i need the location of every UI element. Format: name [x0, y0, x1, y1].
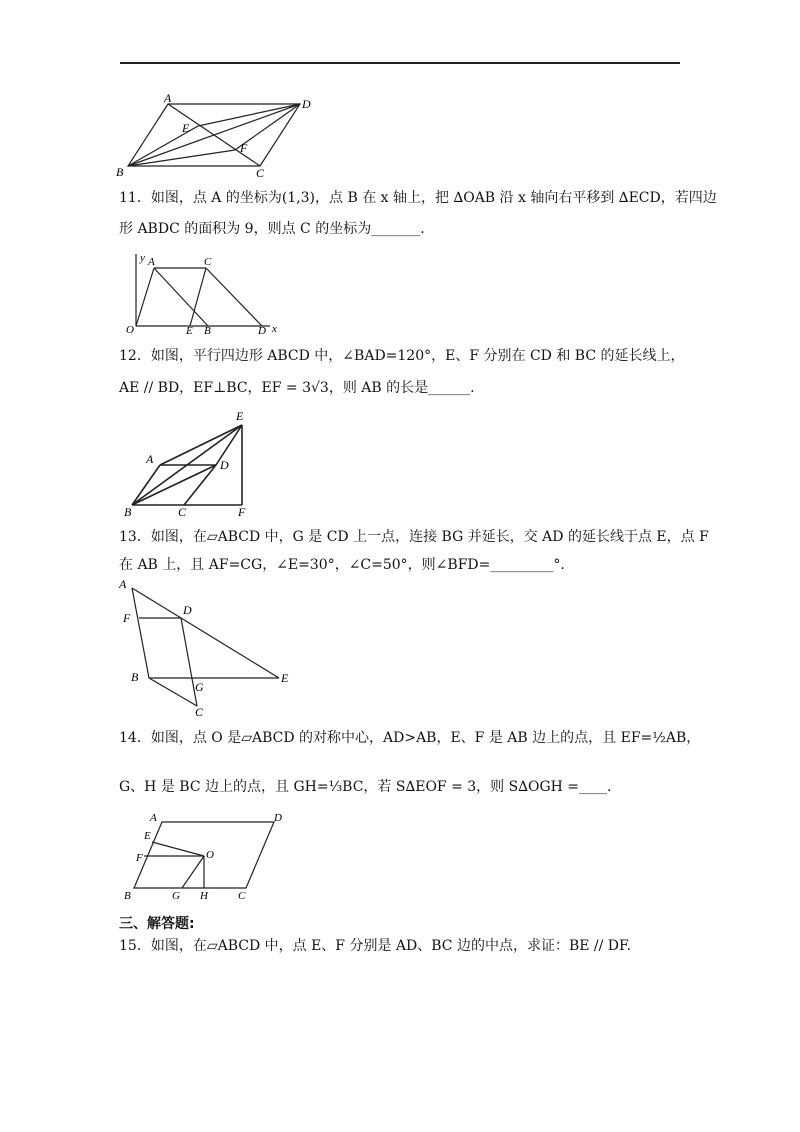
figure-q14 [118, 808, 298, 904]
question-12-line-2: AE // BD，EF⊥BC，EF = 3√3，则 AB 的长是______. [119, 380, 475, 396]
label-C: C [195, 705, 204, 718]
question-13-line-1: 13．如图，在▱ABCD 中，G 是 CD 上一点，连接 BG 并延长，交 AD 的延长线于点 E，点 F [119, 529, 709, 545]
figure-q14-diagram [118, 808, 298, 904]
label-G: G [195, 680, 204, 694]
label-B: B [124, 505, 132, 517]
label-O: O [206, 849, 214, 861]
label-A: A [148, 256, 155, 268]
question-13-line-2: 在 AB 上，且 AF=CG，∠E=30°，∠C=50°，则∠BFD=_________°. [119, 557, 565, 573]
label-C: C [178, 505, 187, 517]
label-D: D [302, 97, 311, 111]
figure-q13-diagram [115, 576, 305, 718]
label-C: C [204, 256, 212, 268]
label-H: H [200, 890, 208, 902]
label-A: A [146, 452, 154, 466]
label-C: C [238, 890, 246, 902]
label-F: F [123, 611, 131, 625]
label-E: E [281, 671, 289, 685]
label-B: B [131, 670, 139, 684]
question-15-line-1: 15．如图，在▱ABCD 中，点 E、F 分别是 AD、BC 边的中点，求证：BE // DF. [119, 938, 632, 954]
label-B: B [204, 325, 211, 336]
figure-q12 [118, 405, 268, 517]
label-F: F [136, 852, 143, 864]
label-D: D [258, 325, 266, 336]
question-11-line-2: 形 ABDC 的面积为 9，则点 C 的坐标为_______. [119, 221, 425, 237]
label-G: G [172, 890, 180, 902]
label-E: E [186, 325, 193, 336]
label-D: D [220, 458, 229, 472]
header-rule [120, 62, 680, 64]
label-y: y [140, 252, 145, 264]
label-E: E [144, 830, 151, 842]
label-B: B [116, 165, 124, 179]
label-C: C [256, 166, 265, 180]
label-F: F [240, 141, 248, 155]
question-12-line-1: 12．如图，平行四边形 ABCD 中，∠BAD=120°，E、F 分别在 CD 和 BC 的延长线上， [119, 348, 685, 364]
figure-q13 [115, 576, 305, 718]
label-D: D [183, 603, 192, 617]
question-14-line-1: 14．如图，点 O 是▱ABCD 的对称中心，AD>AB，E、F 是 AB 边上的点，且 EF=½AB， [119, 730, 701, 746]
section-title: 三、解答题: [119, 916, 195, 932]
label-O: O [126, 324, 134, 336]
label-D: D [274, 812, 282, 824]
label-E: E [182, 121, 190, 135]
question-14-line-2: G、H 是 BC 边上的点，且 GH=⅓BC，若 S∆EOF = 3，则 S∆OGH =____. [119, 779, 612, 795]
question-11-line-1: 11．如图，点 A 的坐标为(1,3)，点 B 在 x 轴上，把 ∆OAB 沿 x 轴向右平移到 ∆ECD，若四边 [119, 190, 717, 206]
label-A: A [119, 577, 127, 591]
label-x: x [272, 323, 277, 335]
label-B: B [124, 890, 131, 902]
figure-q11 [118, 250, 288, 336]
label-A: A [150, 812, 157, 824]
label-F: F [238, 505, 246, 517]
figure-q11-diagram [118, 250, 288, 336]
figure-q10 [110, 90, 330, 180]
figure-q12-diagram [118, 405, 268, 517]
label-E: E [236, 409, 244, 423]
label-A: A [164, 91, 172, 105]
figure-q10-diagram [110, 90, 330, 180]
